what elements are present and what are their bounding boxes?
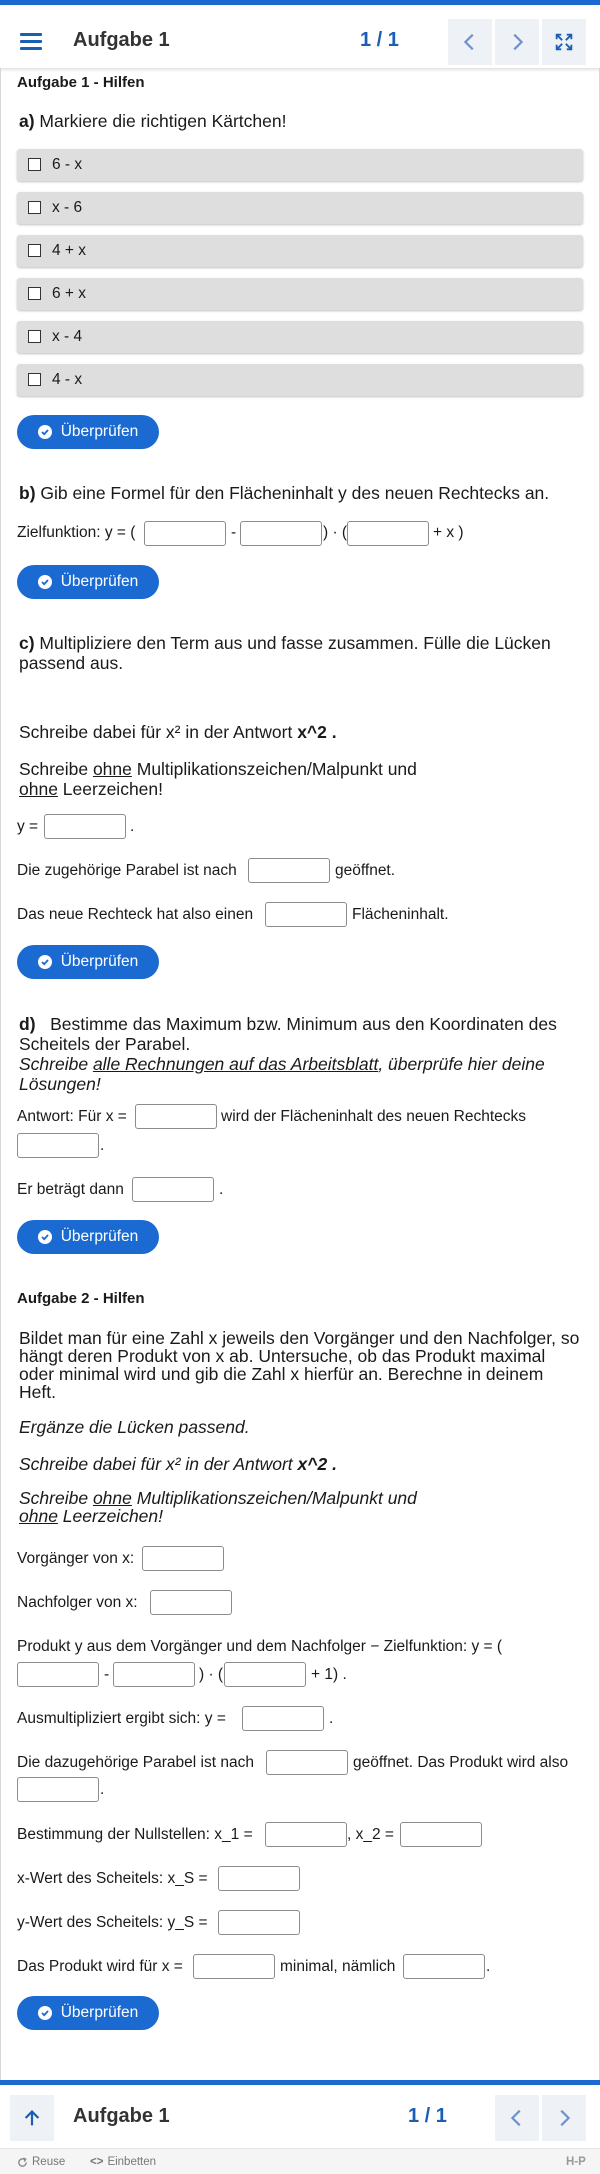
answer-input[interactable] (132, 1177, 214, 1202)
page-counter: 1 / 1 (360, 29, 399, 51)
answer-input[interactable] (218, 1910, 300, 1935)
h5p-logo: H-P (566, 2156, 586, 2168)
section-heading-2: Aufgabe 2 - Hilfen (17, 1290, 145, 1307)
check-button-b[interactable]: Überprüfen (17, 565, 159, 599)
answer-input[interactable] (142, 1546, 224, 1571)
hint: Schreibe dabei für x² in der Antwort x^2 . (19, 1454, 337, 1474)
check-circle-icon (38, 955, 52, 969)
previous-button[interactable] (448, 19, 492, 65)
scroll-top-button[interactable] (10, 2095, 54, 2141)
top-bar (0, 0, 600, 68)
answer-input[interactable] (113, 1662, 195, 1687)
code-icon: <> (90, 2156, 104, 2168)
answer-input[interactable] (17, 1133, 99, 1158)
fullscreen-icon (553, 31, 575, 53)
option-card[interactable]: 6 - x (17, 149, 583, 181)
answer-input[interactable] (242, 1706, 324, 1731)
answer-input[interactable] (265, 1822, 347, 1847)
chevron-right-icon (553, 2107, 575, 2129)
task-intro: Bildet man für eine Zahl x jeweils den Vorgänger und den Nachfolger, so hängt deren Produkt von x ab. Untersuche, ob das Produkt maximal oder minimal wird und gib die Zahl x hierfür an. Berechne in deinem Heft. (19, 1328, 580, 1402)
checkbox[interactable] (28, 287, 41, 300)
page-title: Aufgabe 1 (73, 29, 170, 51)
check-circle-icon (38, 1230, 52, 1244)
answer-input[interactable] (44, 814, 126, 839)
question-c: c) Multipliziere den Term aus und fasse zusammen. Fülle die Lücken passend aus. (19, 633, 551, 673)
label: Zielfunktion: y = ( (17, 524, 136, 541)
check-button-a[interactable]: Überprüfen (17, 415, 159, 449)
answer-input[interactable] (17, 1662, 99, 1687)
chevron-left-icon (506, 2107, 528, 2129)
question-d: d) Bestimme das Maximum bzw. Minimum aus den Koordinaten des Scheitels der Parabel. Schreibe alle Rechnungen auf das Arbeitsblatt, überprüfe hier deine Lösungen! (19, 1014, 562, 1094)
embed-link[interactable]: <> Einbetten (90, 2156, 157, 2168)
check-button-a2[interactable]: Überprüfen (17, 1996, 159, 2030)
answer-input[interactable] (193, 1954, 275, 1979)
answer-input[interactable] (135, 1104, 217, 1129)
option-card[interactable]: 4 + x (17, 235, 583, 267)
option-card[interactable]: 6 + x (17, 278, 583, 310)
checkbox[interactable] (28, 244, 41, 257)
check-button-c[interactable]: Überprüfen (17, 945, 159, 979)
instruction: Ergänze die Lücken passend. (19, 1417, 250, 1437)
checkbox[interactable] (28, 373, 41, 386)
check-button-d[interactable]: Überprüfen (17, 1220, 159, 1254)
answer-input[interactable] (17, 1777, 99, 1802)
previous-button[interactable] (495, 2095, 539, 2141)
chevron-left-icon (459, 31, 481, 53)
option-card[interactable]: x - 4 (17, 321, 583, 353)
answer-input[interactable] (240, 521, 322, 546)
reuse-icon (17, 2157, 28, 2168)
answer-input[interactable] (144, 521, 226, 546)
footer (0, 2148, 600, 2174)
answer-input[interactable] (150, 1590, 232, 1615)
section-heading-1: Aufgabe 1 - Hilfen (17, 74, 145, 91)
answer-input[interactable] (218, 1866, 300, 1891)
bottom-bar (0, 2080, 600, 2148)
question-a: a) Markiere die richtigen Kärtchen! (19, 111, 287, 131)
checkbox[interactable] (28, 330, 41, 343)
option-card[interactable]: x - 6 (17, 192, 583, 224)
answer-input[interactable] (400, 1822, 482, 1847)
checkbox[interactable] (28, 158, 41, 171)
menu-icon[interactable] (20, 33, 42, 54)
chevron-right-icon (506, 31, 528, 53)
hint: Schreibe ohne Multiplikationszeichen/Malpunkt und ohne Leerzeichen! (19, 759, 417, 799)
reuse-link[interactable]: Reuse (17, 2156, 65, 2168)
hint: Schreibe ohne Multiplikationszeichen/Malpunkt und ohne Leerzeichen! (19, 1488, 417, 1526)
option-card[interactable]: 4 - x (17, 364, 583, 396)
answer-input[interactable] (248, 858, 330, 883)
hint: Schreibe dabei für x² in der Antwort x^2 . (19, 722, 337, 742)
check-circle-icon (38, 575, 52, 589)
fullscreen-button[interactable] (542, 19, 586, 65)
bottom-counter: 1 / 1 (408, 2105, 447, 2127)
answer-input[interactable] (224, 1662, 306, 1687)
answer-input[interactable] (266, 1750, 348, 1775)
arrow-up-icon (21, 2107, 43, 2129)
bottom-title: Aufgabe 1 (73, 2105, 170, 2127)
checkbox[interactable] (28, 201, 41, 214)
answer-input[interactable] (347, 521, 429, 546)
answer-input[interactable] (403, 1954, 485, 1979)
next-button[interactable] (495, 19, 539, 65)
check-circle-icon (38, 2006, 52, 2020)
next-button[interactable] (542, 2095, 586, 2141)
check-circle-icon (38, 425, 52, 439)
answer-input[interactable] (265, 902, 347, 927)
question-b: b) Gib eine Formel für den Flächeninhalt y des neuen Rechtecks an. (19, 483, 550, 503)
